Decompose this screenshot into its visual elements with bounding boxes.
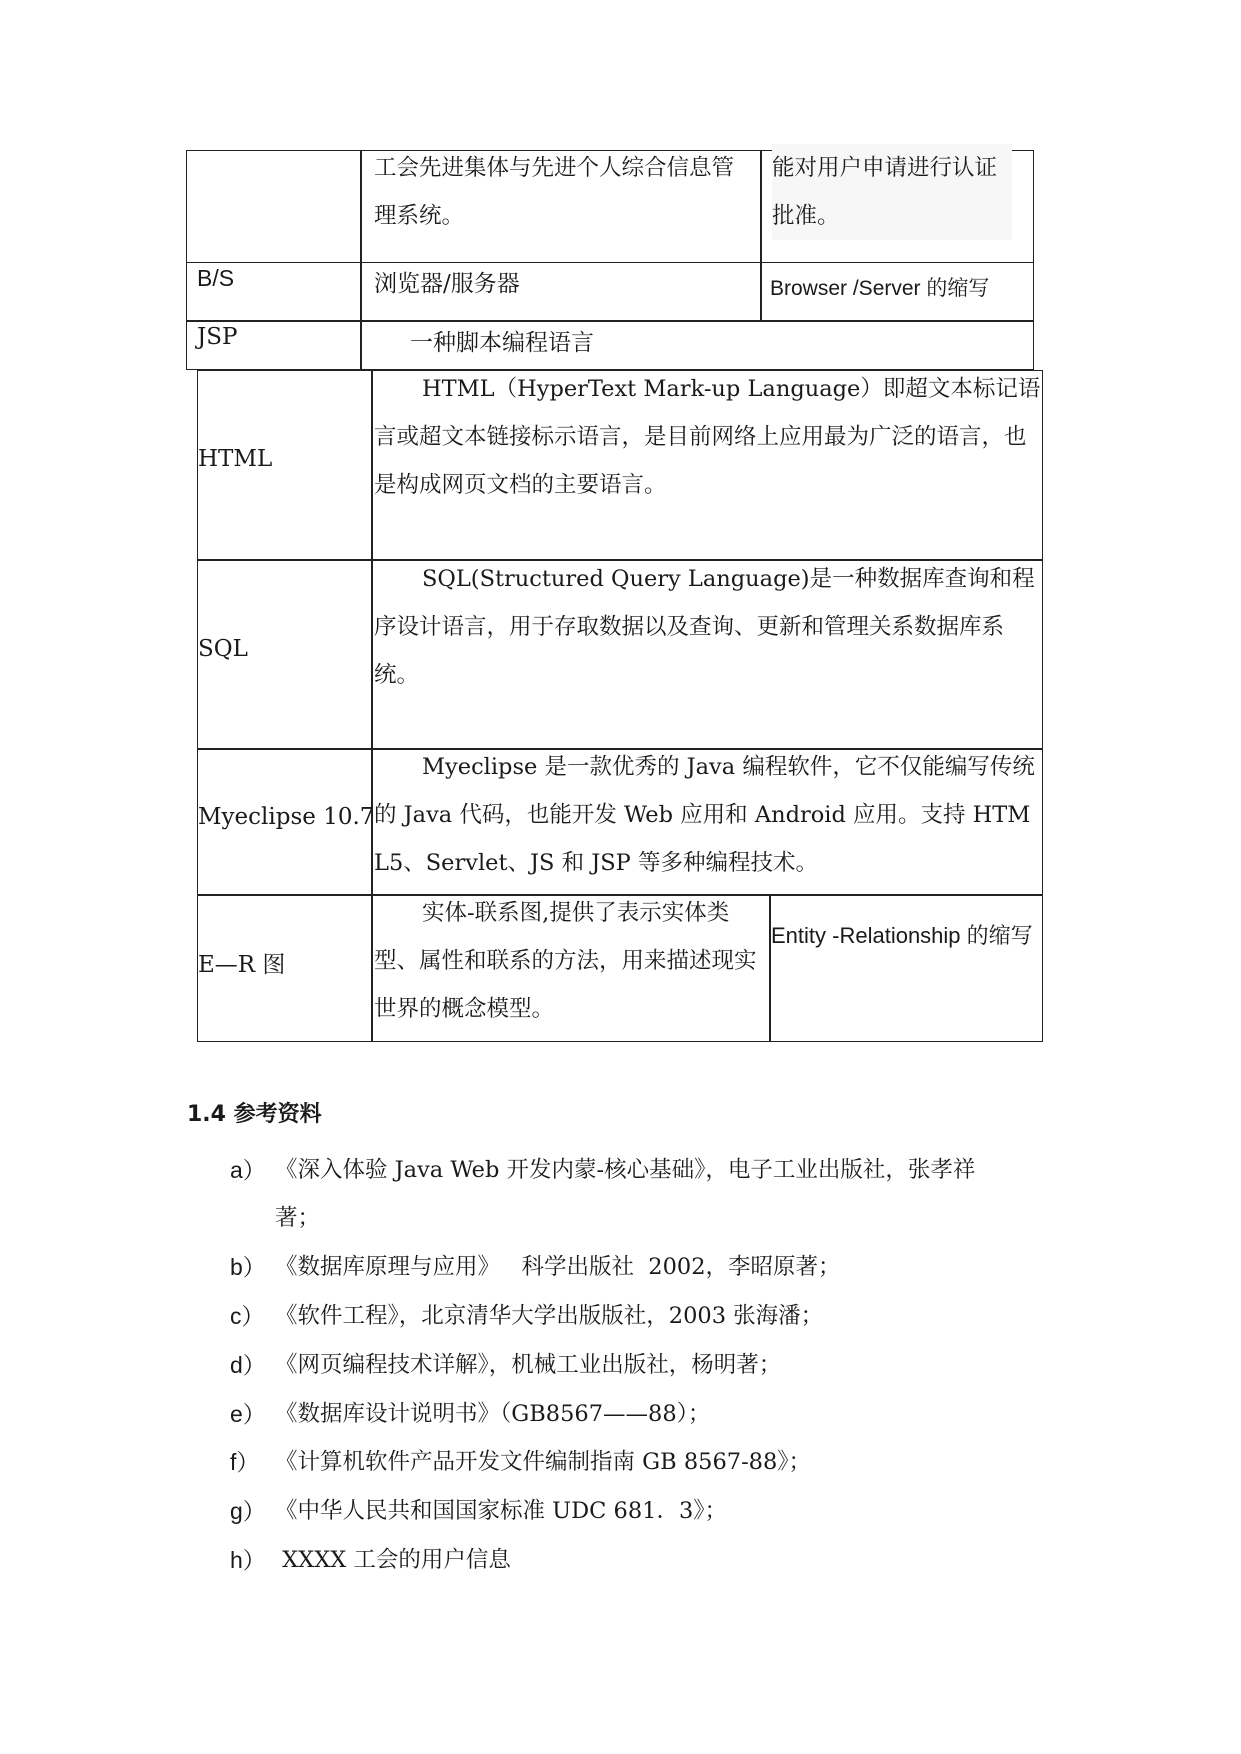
term-desc: 实体-联系图,提供了表示实体类型、属性和联系的方法，用来描述现实世界的概念模型。	[374, 900, 757, 1022]
list-item: 《数据库原理与应用》 科学出版社 2002，李昭原著；	[275, 1254, 841, 1280]
list-item: 《网页编程技术详解》，机械工业出版社，杨明著；	[275, 1352, 782, 1378]
table-cell	[186, 150, 362, 263]
list-item-label: c）	[230, 1303, 265, 1329]
term-desc: SQL(Structured Query Language)是一种数据库查询和程序设计语言，用于存取数据以及查询、更新和管理关系数据库系统。	[374, 566, 1035, 688]
list-item-continuation: 著；	[275, 1205, 321, 1231]
term-desc: HTML（HyperText Mark-up Language）即超文本标记语言或超文本链接标示语言，是目前网络上应用最为广泛的语言，也是构成网页文档的主要语言。	[374, 376, 1041, 498]
term-note: 能对用户申请进行认证批准。	[772, 144, 1012, 240]
term-name: HTML	[198, 446, 273, 472]
list-item: 《计算机软件产品开发文件编制指南 GB 8567-88》；	[275, 1449, 812, 1475]
list-item: 《中华人民共和国国家标准 UDC 681．3》；	[275, 1498, 728, 1524]
term-desc: Myeclipse 是一款优秀的 Java 编程软件，它不仅能编写传统的 Java 代码，也能开发 Web 应用和 Android 应用。支持 HTML5、Servlet、JS 和 JSP 等多种编程技术。	[374, 754, 1035, 876]
term-name: JSP	[197, 324, 238, 350]
list-item: 《数据库设计说明书》（GB8567——88）；	[275, 1401, 711, 1427]
term-note: Entity -Relationship 的缩写	[771, 923, 1033, 948]
list-item: 《深入体验 Java Web 开发内蒙-核心基础》，电子工业出版社，张孝祥	[275, 1157, 976, 1183]
term-name: Myeclipse 10.7	[198, 804, 375, 830]
list-item-label: b）	[230, 1254, 266, 1280]
list-item-label: f）	[230, 1449, 260, 1475]
term-name: E—R 图	[198, 952, 286, 978]
term-name: B/S	[197, 265, 235, 291]
term-note: Browser /Server 的缩写	[770, 277, 990, 300]
list-item-label: h）	[230, 1547, 266, 1573]
list-item-label: g）	[230, 1498, 266, 1524]
term-desc: 浏览器/服务器	[374, 271, 520, 297]
list-item: XXXX 工会的用户信息	[275, 1547, 511, 1573]
section-heading: 1.4 参考资料	[187, 1102, 322, 1127]
list-item: 《软件工程》，北京清华大学出版版社，2003 张海潘；	[275, 1303, 824, 1329]
list-item-label: e）	[230, 1401, 266, 1427]
term-name: SQL	[198, 636, 248, 662]
list-item-label: d）	[230, 1352, 266, 1378]
list-item-label: a）	[230, 1157, 266, 1183]
term-desc: 一种脚本编程语言	[410, 330, 594, 356]
term-desc: 工会先进集体与先进个人综合信息管理系统。	[374, 155, 735, 229]
